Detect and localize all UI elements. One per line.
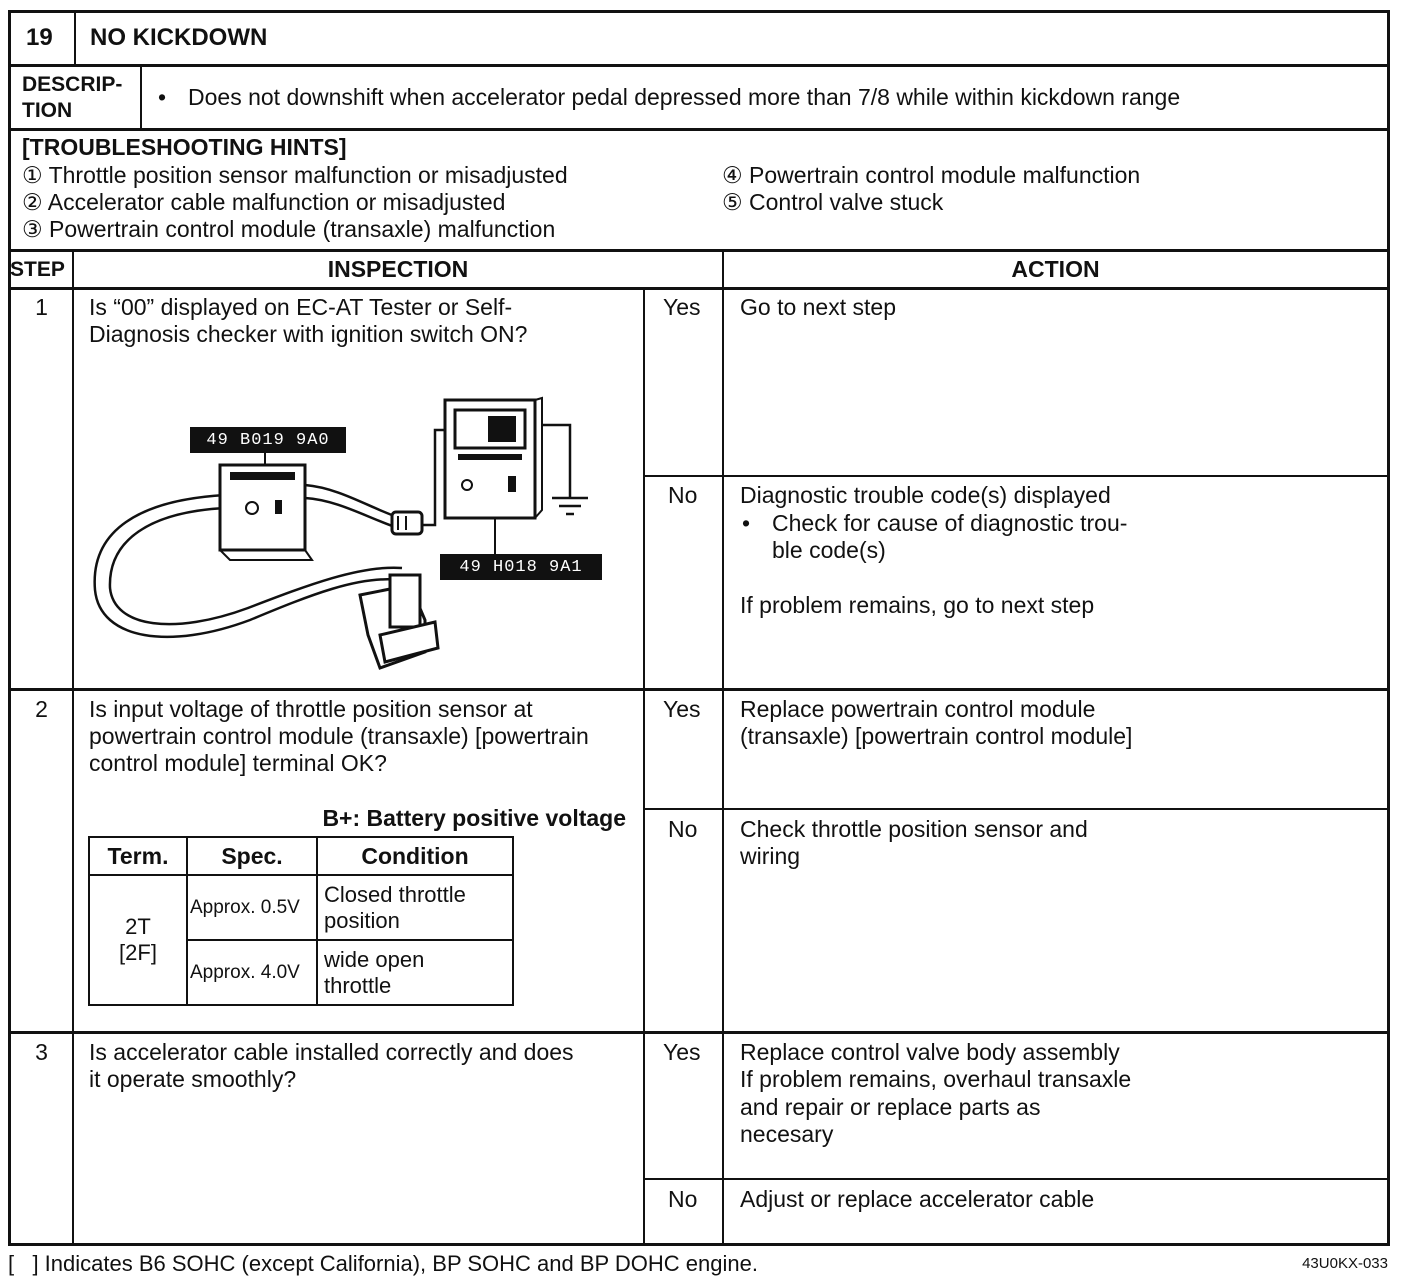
description-label-line2: TION <box>22 99 73 122</box>
self-diagnosis-checker-icon <box>445 398 542 518</box>
hint-item: ③ Powertrain control module (transaxle) malfunction <box>22 216 556 242</box>
spec-condition: throttle <box>324 972 392 998</box>
spec-term-cell <box>89 875 187 1005</box>
step-number: 3 <box>35 1039 48 1065</box>
document-code: 43U0KX-033 <box>1302 1255 1388 1272</box>
hint-item: ④ Powertrain control module malfunction <box>722 162 1141 188</box>
spec-value: Approx. 4.0V <box>187 940 317 1005</box>
answer-yes: Yes <box>663 1039 701 1065</box>
spec-condition: Closed throttle <box>324 881 466 907</box>
column-header-action: ACTION <box>1011 256 1100 282</box>
step-inspection-text: control module] terminal OK? <box>89 750 387 776</box>
spec-condition-cell <box>317 940 513 1005</box>
hint-item: ⑤ Control valve stuck <box>722 189 944 215</box>
action-text: Adjust or replace accelerator cable <box>740 1186 1095 1212</box>
spec-value: Approx. 0.5V <box>187 875 317 940</box>
step-inspection-text: it operate smoothly? <box>89 1066 297 1092</box>
ec-at-tester-icon <box>220 465 312 560</box>
answer-no: No <box>668 482 698 508</box>
step-inspection-text: Is accelerator cable installed correctly and does <box>89 1039 574 1065</box>
step-number: 1 <box>35 294 48 320</box>
step-number: 2 <box>35 696 48 722</box>
tool-label-checker: 49 H018 9A1 <box>440 554 602 580</box>
action-text: wiring <box>740 843 801 869</box>
action-text: Check throttle position sensor and <box>740 816 1088 842</box>
answer-no: No <box>668 1186 698 1212</box>
answer-yes: Yes <box>663 294 701 320</box>
spec-condition-cell <box>317 875 513 940</box>
answer-yes: Yes <box>663 696 701 722</box>
hint-item: ② Accelerator cable malfunction or misadjusted <box>22 189 506 215</box>
connector-plug-icon <box>392 512 422 534</box>
action-text: ble code(s) <box>772 537 886 563</box>
tool-label-tester: 49 B019 9A0 <box>190 427 346 453</box>
action-text: and repair or replace parts as <box>740 1094 1041 1120</box>
action-bullet: • <box>742 510 751 536</box>
step-inspection-text: Is “00” displayed on EC-AT Tester or Self- <box>89 294 513 320</box>
hint-item: ① Throttle position sensor malfunction or misadjusted <box>22 162 568 188</box>
spec-note: B+: Battery positive voltage <box>322 805 626 831</box>
spec-term: 2T <box>125 914 151 939</box>
action-text: If problem remains, go to next step <box>740 592 1095 618</box>
column-header-step: STEP <box>10 258 65 281</box>
vehicle-connector-icon <box>360 575 438 668</box>
step-inspection-text: Is input voltage of throttle position sensor at <box>89 696 533 722</box>
action-text: Check for cause of diagnostic trou- <box>772 510 1128 536</box>
procedure-number: 19 <box>26 24 53 51</box>
spec-condition: position <box>324 907 400 933</box>
action-text: necesary <box>740 1121 834 1147</box>
voltage-spec-table <box>88 836 514 1006</box>
step-inspection-text: powertrain control module (transaxle) [powertrain <box>89 723 589 749</box>
step-inspection-text: Diagnosis checker with ignition switch ON? <box>89 321 528 347</box>
spec-term-alt: [2F] <box>119 940 157 965</box>
action-text: Replace control valve body assembly <box>740 1039 1120 1065</box>
spec-header-term: Term. <box>89 837 187 875</box>
spec-header-condition: Condition <box>317 837 513 875</box>
page-title: NO KICKDOWN <box>90 24 268 51</box>
spec-header-spec: Spec. <box>187 837 317 875</box>
description-label-line1: DESCRIP- <box>22 73 123 96</box>
hints-title: [TROUBLESHOOTING HINTS] <box>22 134 347 160</box>
ground-icon <box>552 498 588 514</box>
tester-connection-illustration <box>80 390 640 685</box>
action-text: Diagnostic trouble code(s) displayed <box>740 482 1111 508</box>
answer-no: No <box>668 816 698 842</box>
description-text: Does not downshift when accelerator pedal depressed more than 7/8 while within kickdown range <box>188 84 1181 110</box>
spec-condition: wide open <box>324 946 425 972</box>
action-text: Go to next step <box>740 294 896 320</box>
action-text: If problem remains, overhaul transaxle <box>740 1066 1132 1092</box>
column-header-inspection: INSPECTION <box>327 256 469 282</box>
action-text: Replace powertrain control module <box>740 696 1096 722</box>
action-text: (transaxle) [powertrain control module] <box>740 723 1133 749</box>
footer-note: [ ] Indicates B6 SOHC (except California), BP SOHC and BP DOHC engine. <box>8 1251 758 1276</box>
description-bullet: • <box>158 84 167 110</box>
